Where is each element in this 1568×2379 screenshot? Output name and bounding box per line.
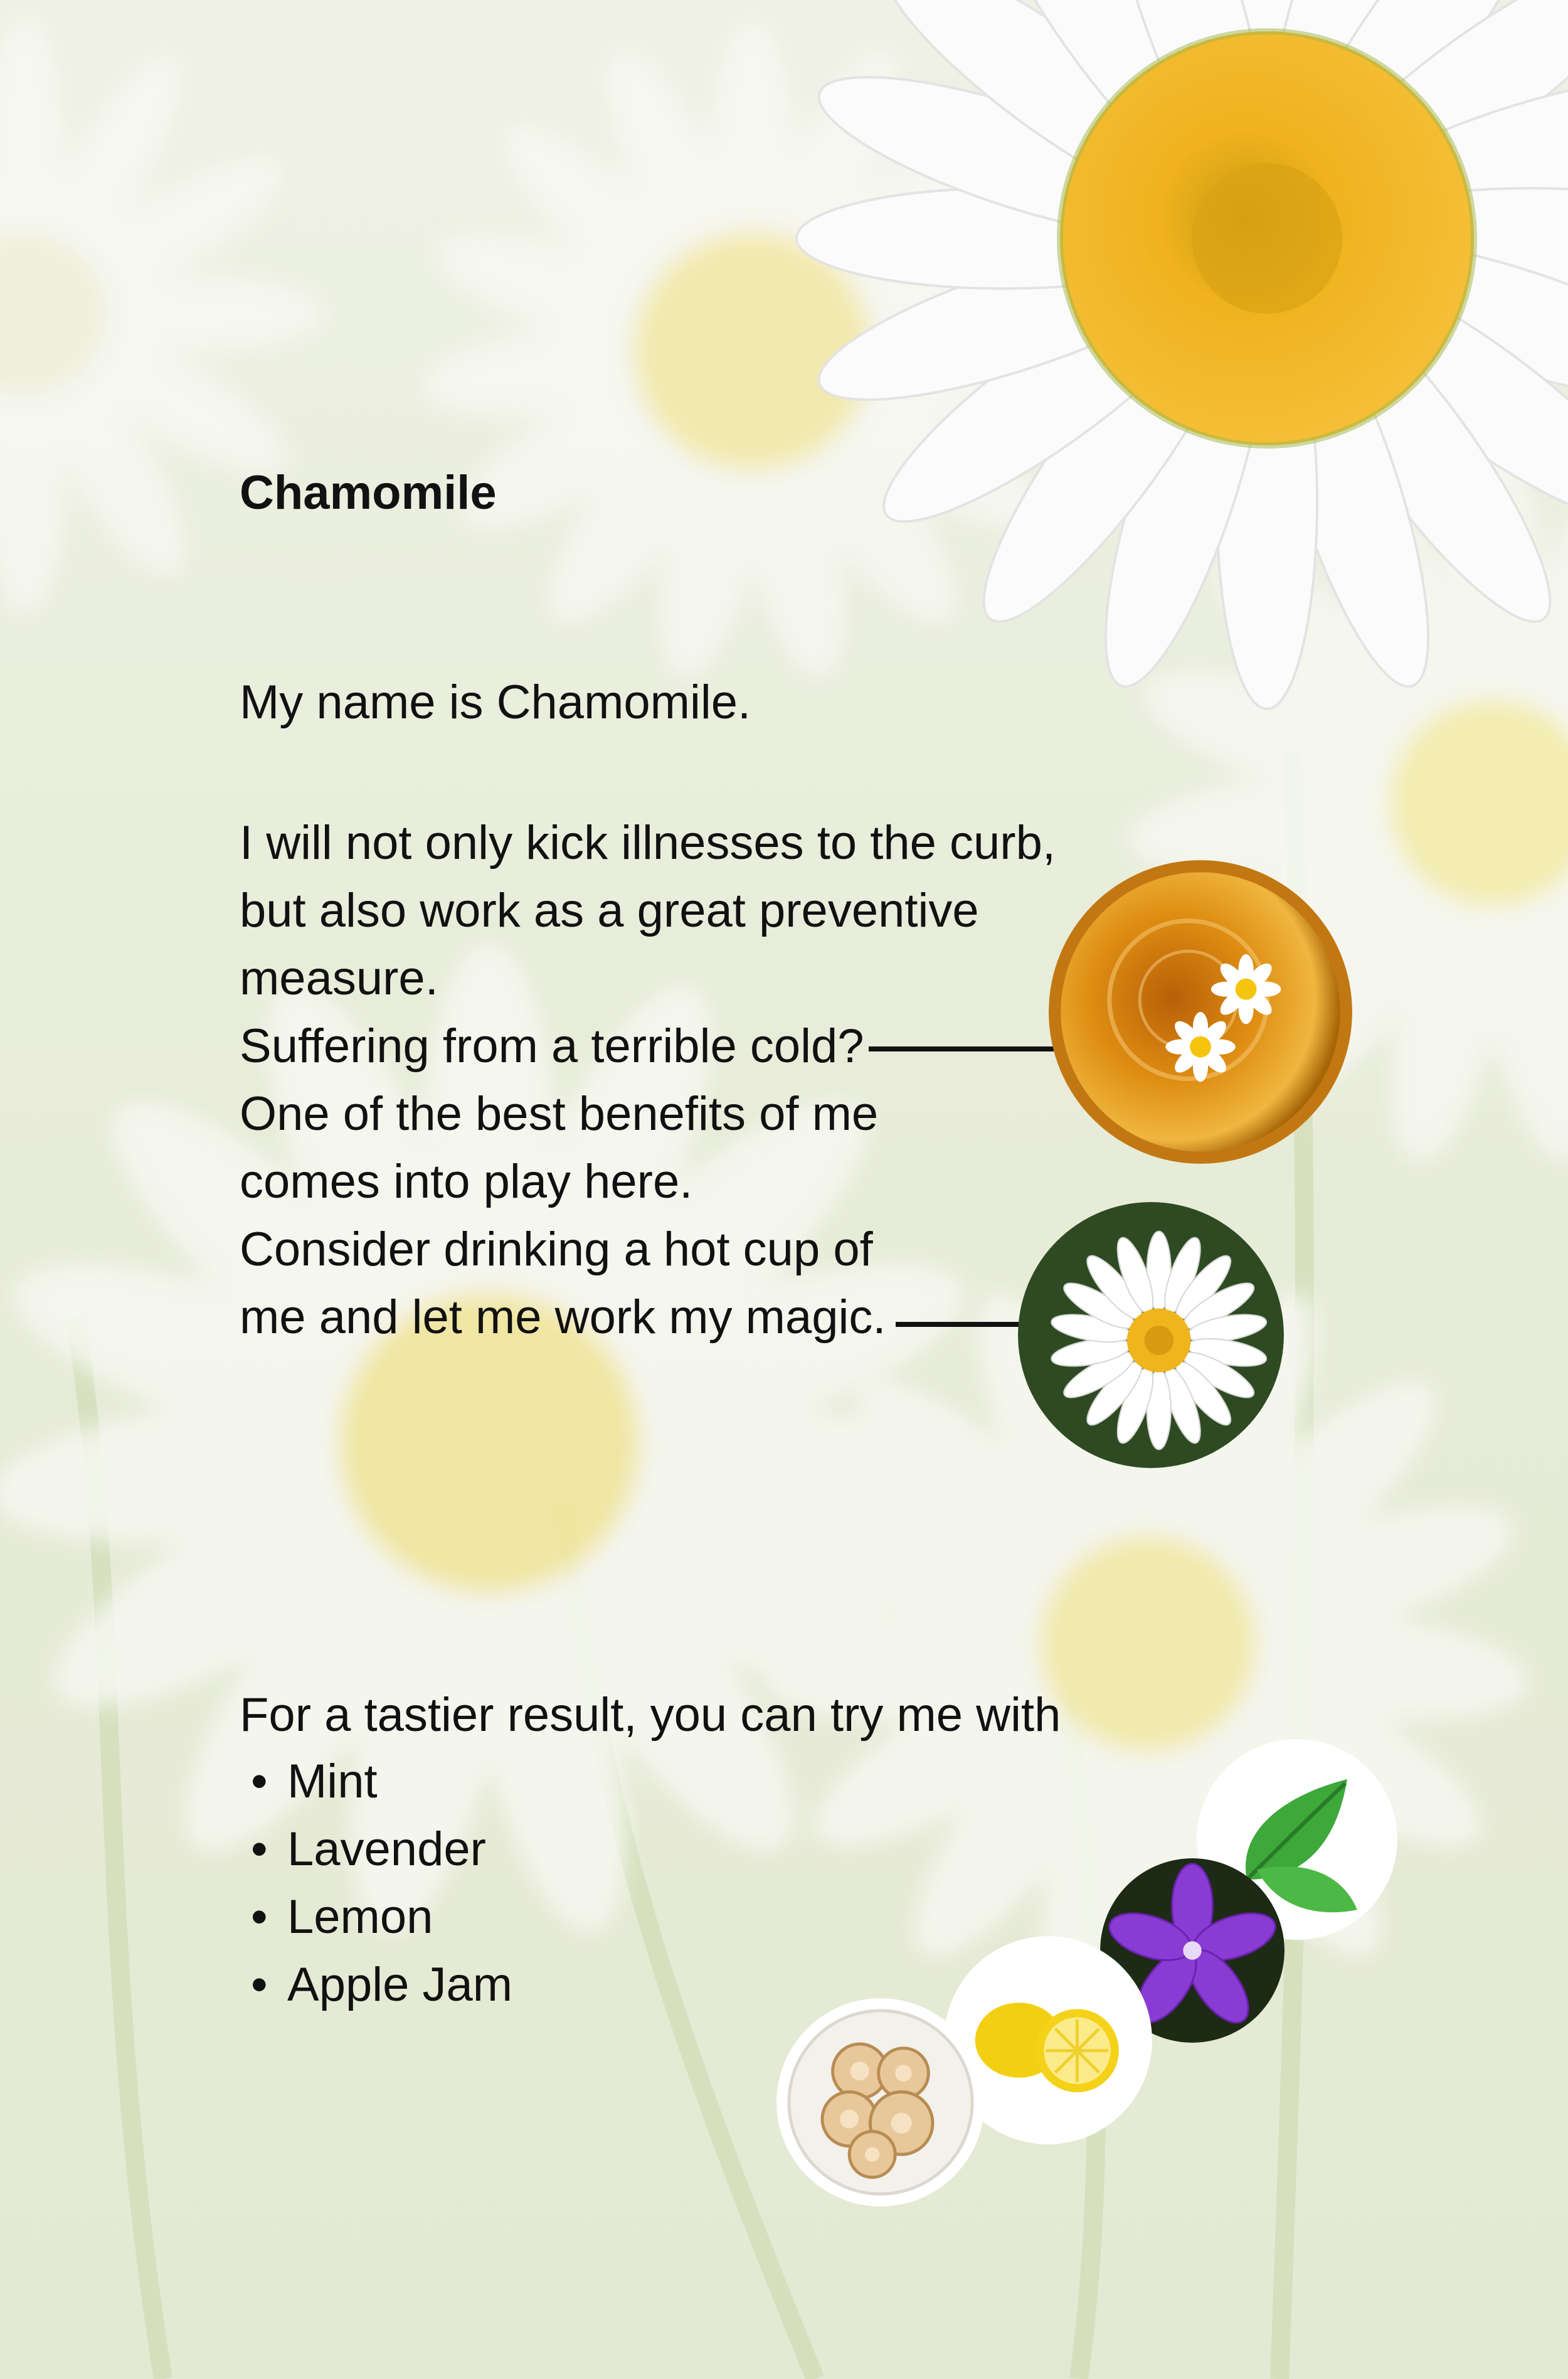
description-line: Suffering from a terrible cold? <box>240 1019 864 1073</box>
description-line: measure. <box>240 952 438 1005</box>
bullet: • <box>251 1958 268 2011</box>
intro-text: My name is Chamomile. <box>240 676 751 729</box>
list-item <box>251 1748 512 1816</box>
pairing-intro: For a tastier result, you can try me with <box>240 1688 1061 1742</box>
description-line: me and let me work my magic. <box>240 1291 886 1344</box>
tea-connector-line <box>869 1046 1054 1051</box>
chamomile-flower-icon <box>1018 1202 1284 1468</box>
page-title: Chamomile <box>240 466 497 519</box>
description-paragraph <box>240 809 1056 1351</box>
pairing-item-lemon: Lemon <box>287 1890 433 1944</box>
description-line: comes into play here. <box>240 1155 693 1208</box>
dried-apple-chips-icon <box>776 1998 985 2206</box>
list-item <box>251 1951 512 2019</box>
list-item <box>251 1816 512 1883</box>
pairing-item-apple-jam: Apple Jam <box>287 1958 513 2011</box>
chamomile-tea-cup-icon <box>1049 860 1352 1164</box>
pairing-list <box>251 1748 512 2019</box>
pairing-item-lavender: Lavender <box>287 1823 486 1876</box>
bullet: • <box>251 1823 268 1876</box>
description-line: Consider drinking a hot cup of <box>240 1223 873 1276</box>
description-line: I will not only kick illnesses to the curb, <box>240 816 1056 870</box>
bullet: • <box>251 1755 268 1808</box>
list-item <box>251 1883 512 1951</box>
bullet: • <box>251 1890 268 1944</box>
pairing-item-mint: Mint <box>287 1755 378 1808</box>
description-line: One of the best benefits of me <box>240 1087 879 1141</box>
description-line: but also work as a great preventive <box>240 884 979 937</box>
